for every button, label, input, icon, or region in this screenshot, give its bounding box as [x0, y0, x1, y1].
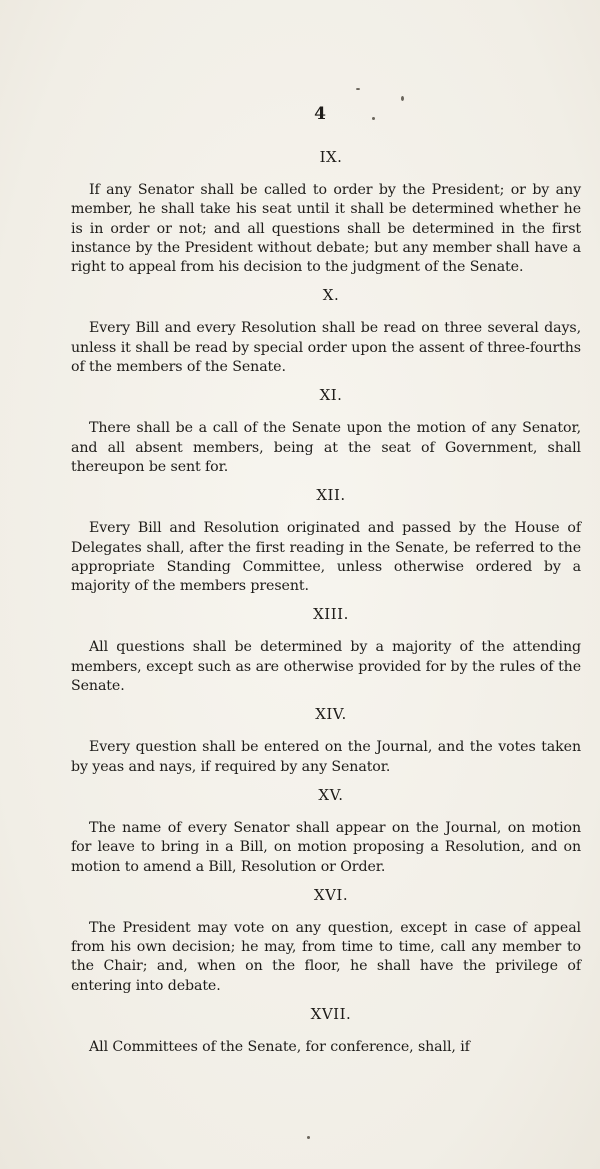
rule-xi — [71, 385, 581, 477]
rule-xvii — [71, 1004, 581, 1057]
ink-speck — [401, 96, 404, 101]
rule-xii — [71, 485, 581, 596]
rule-xv — [71, 785, 581, 877]
ink-speck — [372, 117, 375, 120]
rule-heading: XVII. — [310, 1005, 352, 1024]
rule-xvi — [71, 885, 581, 996]
rule-heading: X. — [322, 286, 340, 305]
rule-paragraph: Every Bill and Resolution originated and passed by the House of Delegates shall, after the first reading in the Senate, be referred to the appropriate Standing Committee, unless otherwise ordered by a majority of the members present. — [71, 520, 581, 595]
rule-paragraph: All questions shall be determined by a majority of the attending members, except such as are otherwise provided for by the rules of the Senate. — [71, 639, 581, 695]
rule-paragraph: Every Bill and every Resolution shall be read on three several days, unless it shall be read by special order upon the assent of three-fourths of the members of the Senate. — [71, 320, 581, 376]
rule-paragraph: The name of every Senator shall appear on the Journal, on motion for leave to bring in a Bill, on motion proposing a Resolution, and on motion to amend a Bill, Resolution or Order. — [71, 819, 581, 875]
rule-x — [71, 285, 581, 377]
rule-paragraph: If any Senator shall be called to order by the President; or by any member, he shall take his seat until it shall be determined whether he is in order or not; and all questions shall be determined in the first instance by the President without debate; but any member shall have a right to appeal from his decision to the judgment of the Senate. — [71, 182, 581, 276]
page-number: 4 — [314, 104, 326, 124]
rule-paragraph: Every question shall be entered on the Journal, and the votes taken by yeas and nays, if required by any Senator. — [71, 739, 581, 775]
rule-heading: XII. — [316, 486, 346, 505]
rule-heading: IX. — [319, 148, 343, 166]
ink-speck — [307, 1136, 310, 1139]
rule-paragraph: All Committees of the Senate, for conference, shall, if — [89, 1039, 470, 1056]
rule-heading: XI. — [319, 386, 343, 405]
rule-heading: XIV. — [315, 705, 347, 724]
ink-speck — [356, 88, 360, 90]
rule-heading: XVI. — [313, 885, 349, 904]
rule-xiii — [71, 604, 581, 696]
rules-body — [71, 147, 581, 1057]
rule-paragraph: The President may vote on any question, except in case of appeal from his own decision; he may, from time to time, call any member to the Chair; and, when on the floor, he shall have the privilege of entering into debate. — [71, 919, 581, 994]
rule-ix — [71, 147, 581, 277]
rule-heading: XV. — [318, 785, 344, 804]
rule-heading: XIII. — [313, 605, 349, 624]
rule-paragraph: There shall be a call of the Senate upon the motion of any Senator, and all absent members, being at the seat of Government, shall thereupon be sent for. — [71, 420, 581, 475]
rule-xiv — [71, 704, 581, 777]
